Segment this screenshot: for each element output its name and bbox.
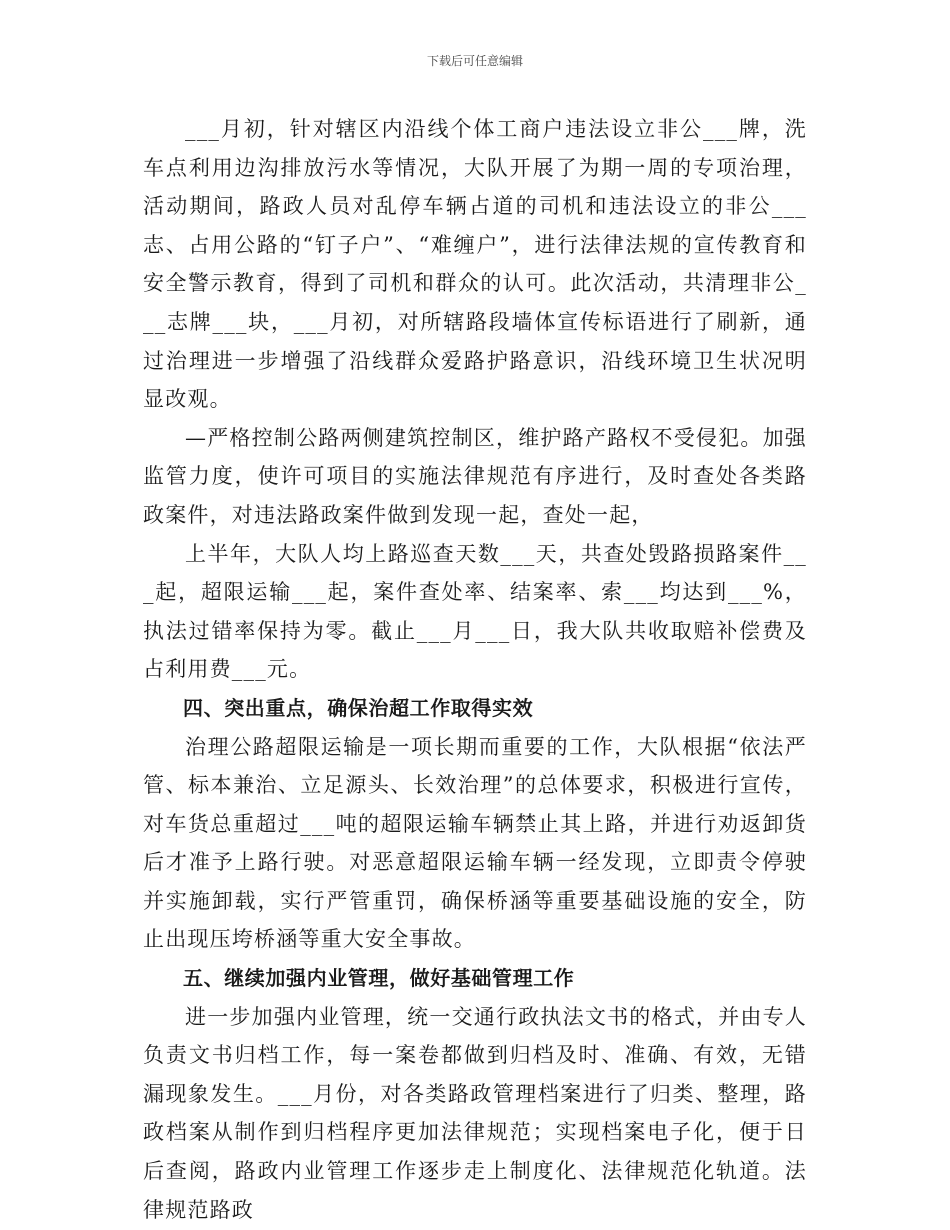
section-heading-internal-management: 五、继续加强内业管理，做好基础管理工作 — [183, 966, 575, 991]
paragraph-cleanup-campaign: ___月初，针对辖区内沿线个体工商户违法设立非公___牌，洗车点利用边沟排放污水等情况，大队开展了为期一周的专项治理，活动期间，路政人员对乱停车辆占道的司机和违法设立的非公___志、占用公路的“钉子户”、“难缠户”，进行法律法规的宣传教育和安全警示教育，得到了司机和群众的认可。此次活动，共清理非公___志牌___块，___月初，对所辖路段墙体宣传标语进行了刷新，通过治理进一步增强了沿线群众爱路护路意识，沿线环境卫生状况明显改观。 — [143, 117, 807, 412]
paragraph-half-year-stats: 上半年，大队人均上路巡查天数___天，共查处毁路损路案件___起，超限运输___起，案件查处率、结案率、索___均达到___%，执法过错率保持为零。截止___月___日，我大队共收取赔补偿费及占利用费___元。 — [143, 541, 807, 682]
section-heading-overload: 四、突出重点，确保治超工作取得实效 — [183, 695, 534, 720]
paragraph-overload-control: 治理公路超限运输是一项长期而重要的工作，大队根据“依法严管、标本兼治、立足源头、长效治理”的总体要求，积极进行宣传，对车货总重超过___吨的超限运输车辆禁止其上路，并进行劝返卸货后才准予上路行驶。对恶意超限运输车辆一经发现，立即责令停驶并实施卸载，实行严管重罚，确保桥涵等重要基础设施的安全，防止出现压垮桥涵等重大安全事故。 — [143, 734, 807, 952]
header-note: 下载后可任意编辑 — [426, 54, 523, 68]
paragraph-internal-management: 进一步加强内业管理，统一交通行政执法文书的格式，并由专人负责文书归档工作，每一案卷都做到归档及时、准确、有效，无错漏现象发生。___月份，对各类路政管理档案进行了归类、整理，路政档案从制作到归档程序更加法律规范；实现档案电子化，便于日后查阅，路政内业管理工作逐步走上制度化、法律规范化轨道。法律规范路政 — [143, 1004, 807, 1222]
paragraph-control-zone: —严格控制公路两侧建筑控制区，维护路产路权不受侵犯。加强监管力度，使许可项目的实施法律规范有序进行，及时查处各类路政案件，对违法路政案件做到发现一起，查处一起， — [143, 425, 807, 527]
document-body — [143, 110, 807, 1229]
